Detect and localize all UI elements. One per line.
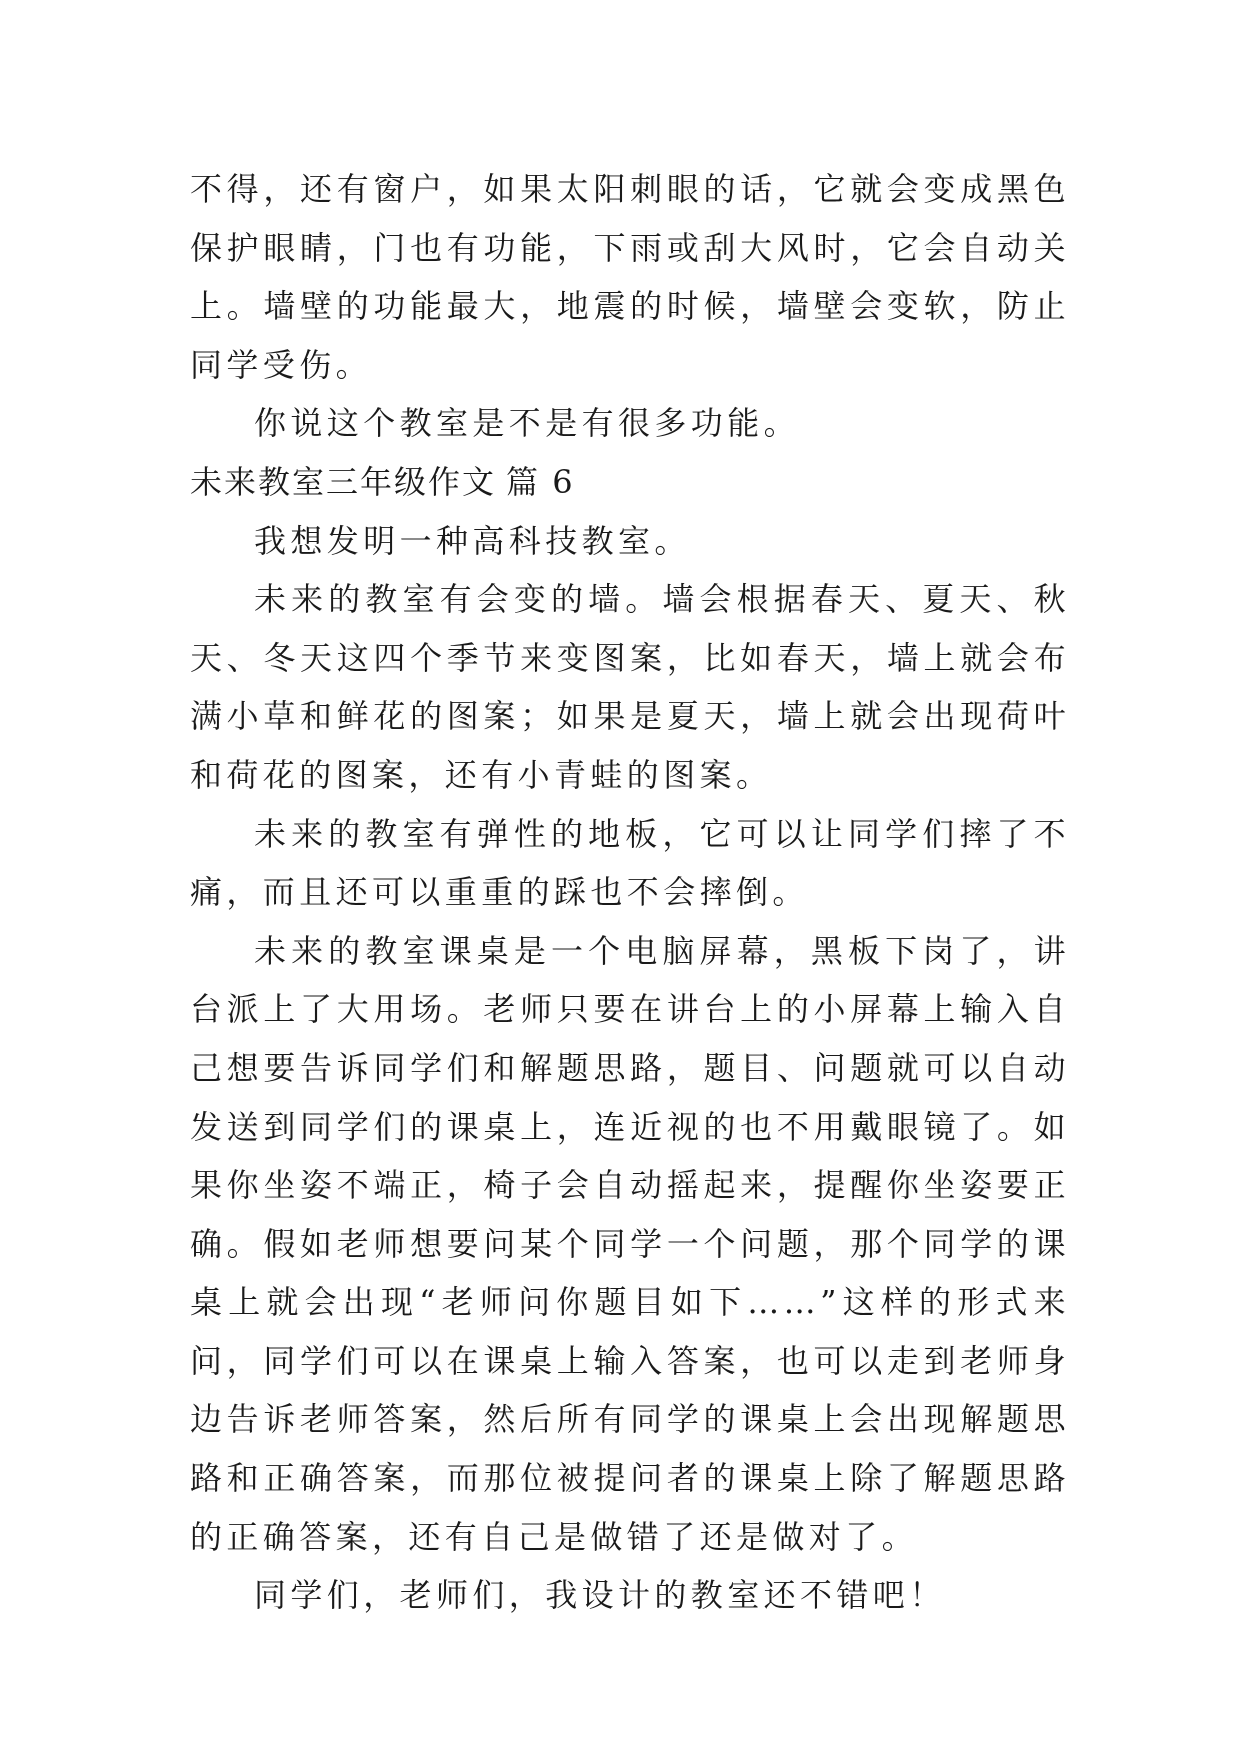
section-heading-number: 篇 6 xyxy=(506,462,575,501)
paragraph: 未来的教室有会变的墙。墙会根据春天、夏天、秋天、冬天这四个季节来变图案，比如春天，墙上就会布满小草和鲜花的图案；如果是夏天，墙上就会出现荷叶和荷花的图案，还有小青蛙的图案。 xyxy=(190,580,1070,794)
section-heading-title: 未来教室三年级作文 xyxy=(190,462,497,501)
paragraph: 未来的教室有弹性的地板，它可以让同学们摔了不痛，而且还可以重重的踩也不会摔倒。 xyxy=(190,814,1070,912)
paragraph-continued: 不得，还有窗户，如果太阳刺眼的话，它就会变成黑色保护眼睛，门也有功能，下雨或刮大风时，它会自动关上。墙壁的功能最大，地震的时候，墙壁会变软，防止同学受伤。 xyxy=(190,170,1070,384)
section-heading xyxy=(190,453,1070,512)
paragraph: 未来的教室课桌是一个电脑屏幕，黑板下岗了，讲台派上了大用场。老师只要在讲台上的小屏幕上输入自己想要告诉同学们和解题思路，题目、问题就可以自动发送到同学们的课桌上，连近视的也不用戴眼镜了。如果你坐姿不端正，椅子会自动摇起来，提醒你坐姿要正确。假如老师想要问某个同学一个问题，那个同学的课桌上就会出现“老师问你题目如下……”这样的形式来问，同学们可以在课桌上输入答案，也可以走到老师身边告诉老师答案，然后所有同学的课桌上会出现解题思路和正确答案，而那位被提问者的课桌上除了解题思路的正确答案，还有自己是做错了还是做对了。 xyxy=(190,931,1070,1556)
paragraph: 同学们，老师们，我设计的教室还不错吧！ xyxy=(254,1576,946,1615)
paragraph: 我想发明一种高科技教室。 xyxy=(254,521,691,560)
paragraph: 你说这个教室是不是有很多功能。 xyxy=(254,404,801,443)
document-body xyxy=(190,160,1070,1625)
